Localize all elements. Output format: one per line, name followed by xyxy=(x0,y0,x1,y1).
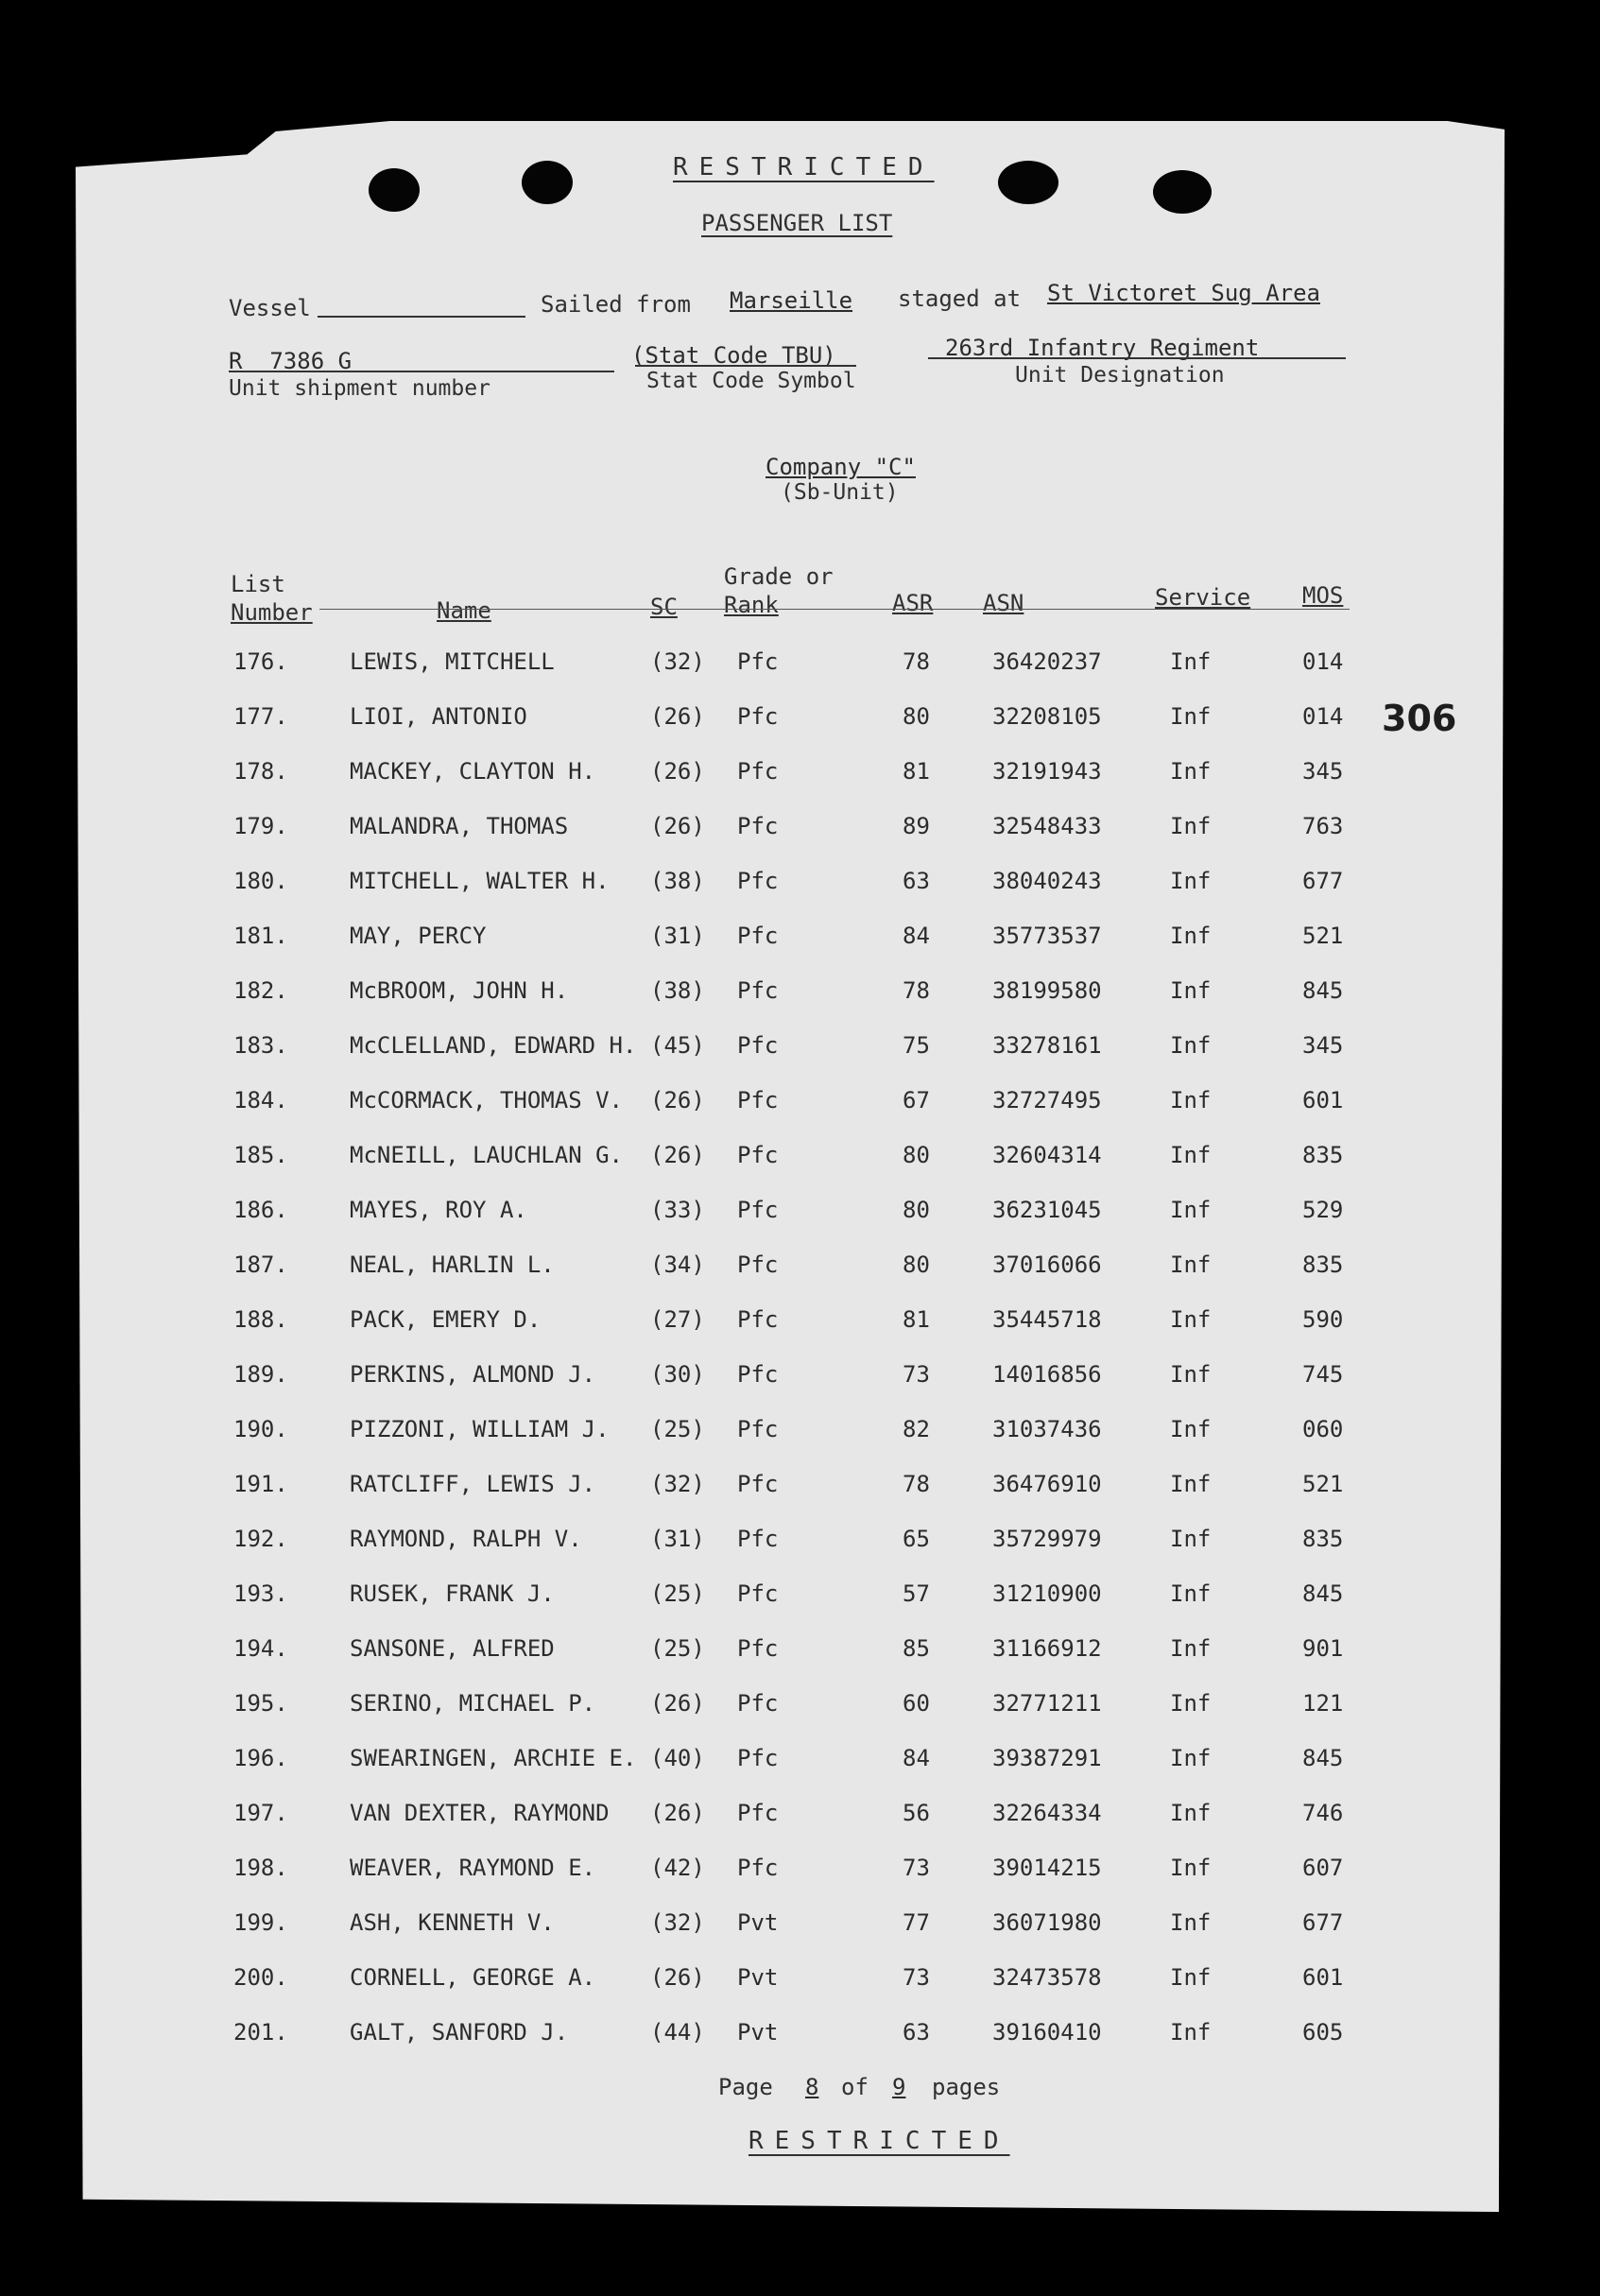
asn-cell: 31037436 xyxy=(992,1416,1102,1442)
sc-cell: (26) xyxy=(650,1087,705,1113)
rank-cell: Pfc xyxy=(737,1416,779,1442)
sailed-from-label: Sailed from xyxy=(541,291,691,318)
asn-cell: 36476910 xyxy=(992,1471,1102,1497)
name-cell: SERINO, MICHAEL P. xyxy=(350,1690,596,1717)
service-cell: Inf xyxy=(1170,758,1212,785)
name-cell: PIZZONI, WILLIAM J. xyxy=(350,1416,610,1442)
name-cell: ASH, KENNETH V. xyxy=(350,1909,555,1936)
table-row xyxy=(0,1909,1600,1947)
rank-cell: Pvt xyxy=(737,1964,779,1991)
mos-cell: 835 xyxy=(1302,1252,1344,1278)
table-row xyxy=(0,1032,1600,1070)
service-cell: Inf xyxy=(1170,1197,1212,1223)
asr-cell: 73 xyxy=(903,1855,930,1881)
rank-cell: Pfc xyxy=(737,1087,779,1113)
list-number-cell: 176. xyxy=(233,648,288,675)
list-number-cell: 185. xyxy=(233,1142,288,1168)
rank-cell: Pfc xyxy=(737,1745,779,1771)
sc-cell: (32) xyxy=(650,648,705,675)
rank-cell: Pfc xyxy=(737,1690,779,1717)
name-cell: PERKINS, ALMOND J. xyxy=(350,1361,596,1388)
unit-designation-line xyxy=(928,357,1346,359)
asr-cell: 89 xyxy=(903,813,930,839)
rank-cell: Pfc xyxy=(737,758,779,785)
unit-designation-value: 263rd Infantry Regiment xyxy=(945,335,1260,361)
asn-cell: 31166912 xyxy=(992,1635,1102,1662)
mos-cell: 014 xyxy=(1302,648,1344,675)
list-number-cell: 192. xyxy=(233,1526,288,1552)
mos-cell: 529 xyxy=(1302,1197,1344,1223)
table-row xyxy=(0,1964,1600,2002)
service-cell: Inf xyxy=(1170,1580,1212,1607)
asn-cell: 33278161 xyxy=(992,1032,1102,1059)
header-name: Name xyxy=(437,597,491,624)
header-restricted: RESTRICTED xyxy=(673,153,935,181)
asr-cell: 84 xyxy=(903,923,930,949)
mos-cell: 060 xyxy=(1302,1416,1344,1442)
name-cell: RAYMOND, RALPH V. xyxy=(350,1526,582,1552)
service-cell: Inf xyxy=(1170,2019,1212,2046)
asn-cell: 36231045 xyxy=(992,1197,1102,1223)
list-number-cell: 189. xyxy=(233,1361,288,1388)
header-rank: Rank xyxy=(724,592,779,618)
service-cell: Inf xyxy=(1170,1306,1212,1333)
service-cell: Inf xyxy=(1170,1526,1212,1552)
asr-cell: 80 xyxy=(903,703,930,730)
asr-cell: 60 xyxy=(903,1690,930,1717)
table-row xyxy=(0,923,1600,960)
asn-cell: 37016066 xyxy=(992,1252,1102,1278)
table-row xyxy=(0,1142,1600,1180)
rank-cell: Pfc xyxy=(737,1197,779,1223)
rank-cell: Pfc xyxy=(737,1580,779,1607)
asr-cell: 84 xyxy=(903,1745,930,1771)
name-cell: RATCLIFF, LEWIS J. xyxy=(350,1471,596,1497)
stat-code-line xyxy=(635,365,856,367)
asn-cell: 32264334 xyxy=(992,1800,1102,1826)
name-cell: MAYES, ROY A. xyxy=(350,1197,527,1223)
mos-cell: 605 xyxy=(1302,2019,1344,2046)
name-cell: LEWIS, MITCHELL xyxy=(350,648,555,675)
name-cell: SWEARINGEN, ARCHIE E. xyxy=(350,1745,637,1771)
service-cell: Inf xyxy=(1170,1032,1212,1059)
list-number-cell: 199. xyxy=(233,1909,288,1936)
asn-cell: 38040243 xyxy=(992,868,1102,894)
rank-cell: Pfc xyxy=(737,703,779,730)
list-number-cell: 201. xyxy=(233,2019,288,2046)
vessel-label: Vessel xyxy=(229,295,311,321)
service-cell: Inf xyxy=(1170,703,1212,730)
mos-cell: 677 xyxy=(1302,1909,1344,1936)
rank-cell: Pfc xyxy=(737,1855,779,1881)
mos-cell: 601 xyxy=(1302,1964,1344,1991)
name-cell: SANSONE, ALFRED xyxy=(350,1635,555,1662)
sc-cell: (30) xyxy=(650,1361,705,1388)
sc-cell: (26) xyxy=(650,1964,705,1991)
name-cell: VAN DEXTER, RAYMOND xyxy=(350,1800,610,1826)
table-row xyxy=(0,648,1600,686)
list-number-cell: 197. xyxy=(233,1800,288,1826)
asn-cell: 35729979 xyxy=(992,1526,1102,1552)
asn-cell: 32771211 xyxy=(992,1690,1102,1717)
list-number-cell: 184. xyxy=(233,1087,288,1113)
unit-designation-label: Unit Designation xyxy=(1015,363,1225,388)
table-row xyxy=(0,868,1600,906)
service-cell: Inf xyxy=(1170,813,1212,839)
list-number-cell: 190. xyxy=(233,1416,288,1442)
asn-cell: 35773537 xyxy=(992,923,1102,949)
list-number-cell: 194. xyxy=(233,1635,288,1662)
rank-cell: Pfc xyxy=(737,1526,779,1552)
service-cell: Inf xyxy=(1170,1142,1212,1168)
asr-cell: 80 xyxy=(903,1197,930,1223)
service-cell: Inf xyxy=(1170,648,1212,675)
header-asn: ASN xyxy=(983,590,1024,616)
shipment-line xyxy=(229,371,614,372)
table-row xyxy=(0,758,1600,796)
asr-cell: 81 xyxy=(903,758,930,785)
list-number-cell: 181. xyxy=(233,923,288,949)
asn-cell: 36071980 xyxy=(992,1909,1102,1936)
name-cell: MAY, PERCY xyxy=(350,923,487,949)
list-number-cell: 198. xyxy=(233,1855,288,1881)
sailed-from-value: Marseille xyxy=(730,287,853,314)
table-row xyxy=(0,1635,1600,1673)
asr-cell: 67 xyxy=(903,1087,930,1113)
rank-cell: Pfc xyxy=(737,1252,779,1278)
header-number: Number xyxy=(231,599,313,626)
sc-cell: (26) xyxy=(650,758,705,785)
mos-cell: 345 xyxy=(1302,758,1344,785)
mos-cell: 014 xyxy=(1302,703,1344,730)
sc-cell: (26) xyxy=(650,1690,705,1717)
table-row xyxy=(0,813,1600,851)
name-cell: WEAVER, RAYMOND E. xyxy=(350,1855,596,1881)
service-cell: Inf xyxy=(1170,1471,1212,1497)
service-cell: Inf xyxy=(1170,1800,1212,1826)
table-row xyxy=(0,1745,1600,1783)
header-mos: MOS xyxy=(1302,582,1344,609)
mos-cell: 835 xyxy=(1302,1142,1344,1168)
header-asr: ASR xyxy=(892,590,934,616)
mos-cell: 601 xyxy=(1302,1087,1344,1113)
table-row xyxy=(0,1197,1600,1234)
asr-cell: 63 xyxy=(903,868,930,894)
name-cell: NEAL, HARLIN L. xyxy=(350,1252,555,1278)
sc-cell: (44) xyxy=(650,2019,705,2046)
sc-cell: (26) xyxy=(650,1800,705,1826)
list-number-cell: 179. xyxy=(233,813,288,839)
asr-cell: 73 xyxy=(903,1361,930,1388)
sc-cell: (38) xyxy=(650,977,705,1004)
table-row xyxy=(0,1855,1600,1892)
sub-unit-value: Company "C" xyxy=(766,454,916,480)
stat-code-value: (Stat Code TBU) xyxy=(631,342,836,369)
asn-cell: 32191943 xyxy=(992,758,1102,785)
mos-cell: 345 xyxy=(1302,1032,1344,1059)
rank-cell: Pvt xyxy=(737,1909,779,1936)
service-cell: Inf xyxy=(1170,1964,1212,1991)
sc-cell: (34) xyxy=(650,1252,705,1278)
page-stamp-number: 306 xyxy=(1382,698,1457,739)
footer-total-pages: 9 xyxy=(892,2074,906,2100)
asn-cell: 39160410 xyxy=(992,2019,1102,2046)
rank-cell: Pfc xyxy=(737,923,779,949)
list-number-cell: 193. xyxy=(233,1580,288,1607)
header-sc: SC xyxy=(650,594,678,620)
sc-cell: (25) xyxy=(650,1580,705,1607)
asn-cell: 32208105 xyxy=(992,703,1102,730)
sc-cell: (32) xyxy=(650,1471,705,1497)
name-cell: MACKEY, CLAYTON H. xyxy=(350,758,596,785)
mos-cell: 845 xyxy=(1302,1580,1344,1607)
service-cell: Inf xyxy=(1170,1690,1212,1717)
stat-code-label: Stat Code Symbol xyxy=(646,369,856,393)
name-cell: PACK, EMERY D. xyxy=(350,1306,542,1333)
mos-cell: 607 xyxy=(1302,1855,1344,1881)
asn-cell: 32548433 xyxy=(992,813,1102,839)
table-row xyxy=(0,703,1600,741)
sc-cell: (27) xyxy=(650,1306,705,1333)
list-number-cell: 188. xyxy=(233,1306,288,1333)
asr-cell: 63 xyxy=(903,2019,930,2046)
list-number-cell: 177. xyxy=(233,703,288,730)
footer-page-label: Page xyxy=(718,2074,773,2100)
sc-cell: (40) xyxy=(650,1745,705,1771)
name-cell: McCORMACK, THOMAS V. xyxy=(350,1087,623,1113)
sc-cell: (26) xyxy=(650,1142,705,1168)
rank-cell: Pfc xyxy=(737,1800,779,1826)
service-cell: Inf xyxy=(1170,868,1212,894)
rank-cell: Pfc xyxy=(737,1032,779,1059)
asr-cell: 78 xyxy=(903,1471,930,1497)
name-cell: McCLELLAND, EDWARD H. xyxy=(350,1032,637,1059)
asr-cell: 73 xyxy=(903,1964,930,1991)
rank-cell: Pfc xyxy=(737,868,779,894)
rank-cell: Pfc xyxy=(737,648,779,675)
table-row xyxy=(0,977,1600,1015)
rank-cell: Pfc xyxy=(737,1471,779,1497)
asr-cell: 82 xyxy=(903,1416,930,1442)
sc-cell: (33) xyxy=(650,1197,705,1223)
name-cell: LIOI, ANTONIO xyxy=(350,703,527,730)
asn-cell: 32604314 xyxy=(992,1142,1102,1168)
mos-cell: 677 xyxy=(1302,868,1344,894)
mos-cell: 746 xyxy=(1302,1800,1344,1826)
header-grade: Grade or xyxy=(724,563,834,590)
mos-cell: 521 xyxy=(1302,1471,1344,1497)
table-row xyxy=(0,1471,1600,1509)
table-row xyxy=(0,2019,1600,2057)
asn-cell: 36420237 xyxy=(992,648,1102,675)
service-cell: Inf xyxy=(1170,1416,1212,1442)
asr-cell: 75 xyxy=(903,1032,930,1059)
asr-cell: 78 xyxy=(903,977,930,1004)
list-number-cell: 178. xyxy=(233,758,288,785)
mos-cell: 835 xyxy=(1302,1526,1344,1552)
table-row xyxy=(0,1306,1600,1344)
sc-cell: (45) xyxy=(650,1032,705,1059)
name-cell: RUSEK, FRANK J. xyxy=(350,1580,555,1607)
asn-cell: 14016856 xyxy=(992,1361,1102,1388)
mos-cell: 590 xyxy=(1302,1306,1344,1333)
mos-cell: 121 xyxy=(1302,1690,1344,1717)
punch-hole-3 xyxy=(998,161,1058,204)
asn-cell: 39387291 xyxy=(992,1745,1102,1771)
table-row xyxy=(0,1800,1600,1838)
sc-cell: (26) xyxy=(650,813,705,839)
asr-cell: 56 xyxy=(903,1800,930,1826)
table-row xyxy=(0,1526,1600,1563)
list-number-cell: 187. xyxy=(233,1252,288,1278)
asn-cell: 35445718 xyxy=(992,1306,1102,1333)
service-cell: Inf xyxy=(1170,1909,1212,1936)
rank-cell: Pfc xyxy=(737,1306,779,1333)
service-cell: Inf xyxy=(1170,1252,1212,1278)
mos-cell: 745 xyxy=(1302,1361,1344,1388)
service-cell: Inf xyxy=(1170,1635,1212,1662)
table-row xyxy=(0,1252,1600,1289)
header-service: Service xyxy=(1155,584,1251,611)
header-rule xyxy=(319,609,1350,610)
staged-label: staged at xyxy=(898,285,1022,312)
asr-cell: 77 xyxy=(903,1909,930,1936)
table-row xyxy=(0,1690,1600,1728)
name-cell: MALANDRA, THOMAS xyxy=(350,813,569,839)
sc-cell: (25) xyxy=(650,1635,705,1662)
footer-of: of xyxy=(841,2074,869,2100)
service-cell: Inf xyxy=(1170,977,1212,1004)
footer-pages-label: pages xyxy=(932,2074,1001,2100)
sc-cell: (31) xyxy=(650,923,705,949)
asn-cell: 32473578 xyxy=(992,1964,1102,1991)
footer-page-number: 8 xyxy=(805,2074,819,2100)
mos-cell: 901 xyxy=(1302,1635,1344,1662)
asr-cell: 80 xyxy=(903,1252,930,1278)
name-cell: MITCHELL, WALTER H. xyxy=(350,868,610,894)
asr-cell: 85 xyxy=(903,1635,930,1662)
name-cell: McBROOM, JOHN H. xyxy=(350,977,569,1004)
rank-cell: Pfc xyxy=(737,813,779,839)
list-number-cell: 186. xyxy=(233,1197,288,1223)
table-row xyxy=(0,1087,1600,1125)
punch-hole-4 xyxy=(1153,170,1212,214)
footer-restricted: RESTRICTED xyxy=(748,2127,1010,2155)
sc-cell: (32) xyxy=(650,1909,705,1936)
asn-cell: 32727495 xyxy=(992,1087,1102,1113)
list-number-cell: 200. xyxy=(233,1964,288,1991)
vessel-blank-line xyxy=(318,316,525,318)
header-list: List xyxy=(231,571,285,597)
list-number-cell: 180. xyxy=(233,868,288,894)
service-cell: Inf xyxy=(1170,1855,1212,1881)
punch-hole-1 xyxy=(369,168,420,212)
rank-cell: Pvt xyxy=(737,2019,779,2046)
table-row xyxy=(0,1580,1600,1618)
list-number-cell: 183. xyxy=(233,1032,288,1059)
asn-cell: 39014215 xyxy=(992,1855,1102,1881)
rank-cell: Pfc xyxy=(737,1361,779,1388)
name-cell: CORNELL, GEORGE A. xyxy=(350,1964,596,1991)
document-title: PASSENGER LIST xyxy=(701,210,893,236)
service-cell: Inf xyxy=(1170,923,1212,949)
shipment-label: Unit shipment number xyxy=(229,376,490,401)
list-number-cell: 191. xyxy=(233,1471,288,1497)
asn-cell: 38199580 xyxy=(992,977,1102,1004)
service-cell: Inf xyxy=(1170,1087,1212,1113)
service-cell: Inf xyxy=(1170,1361,1212,1388)
name-cell: McNEILL, LAUCHLAN G. xyxy=(350,1142,623,1168)
sc-cell: (31) xyxy=(650,1526,705,1552)
sc-cell: (42) xyxy=(650,1855,705,1881)
asr-cell: 81 xyxy=(903,1306,930,1333)
mos-cell: 521 xyxy=(1302,923,1344,949)
rank-cell: Pfc xyxy=(737,1635,779,1662)
punch-hole-2 xyxy=(522,161,573,204)
asr-cell: 65 xyxy=(903,1526,930,1552)
sub-unit-label: (Sb-Unit) xyxy=(781,480,899,505)
list-number-cell: 195. xyxy=(233,1690,288,1717)
mos-cell: 845 xyxy=(1302,977,1344,1004)
name-cell: GALT, SANFORD J. xyxy=(350,2019,569,2046)
list-number-cell: 182. xyxy=(233,977,288,1004)
asr-cell: 80 xyxy=(903,1142,930,1168)
staged-value: St Victoret Sug Area xyxy=(1047,280,1320,306)
sc-cell: (38) xyxy=(650,868,705,894)
mos-cell: 763 xyxy=(1302,813,1344,839)
table-row xyxy=(0,1416,1600,1454)
asr-cell: 78 xyxy=(903,648,930,675)
asn-cell: 31210900 xyxy=(992,1580,1102,1607)
sc-cell: (25) xyxy=(650,1416,705,1442)
asr-cell: 57 xyxy=(903,1580,930,1607)
sc-cell: (26) xyxy=(650,703,705,730)
list-number-cell: 196. xyxy=(233,1745,288,1771)
rank-cell: Pfc xyxy=(737,1142,779,1168)
service-cell: Inf xyxy=(1170,1745,1212,1771)
shipment-value: R 7386 G xyxy=(229,348,353,374)
mos-cell: 845 xyxy=(1302,1745,1344,1771)
table-row xyxy=(0,1361,1600,1399)
rank-cell: Pfc xyxy=(737,977,779,1004)
